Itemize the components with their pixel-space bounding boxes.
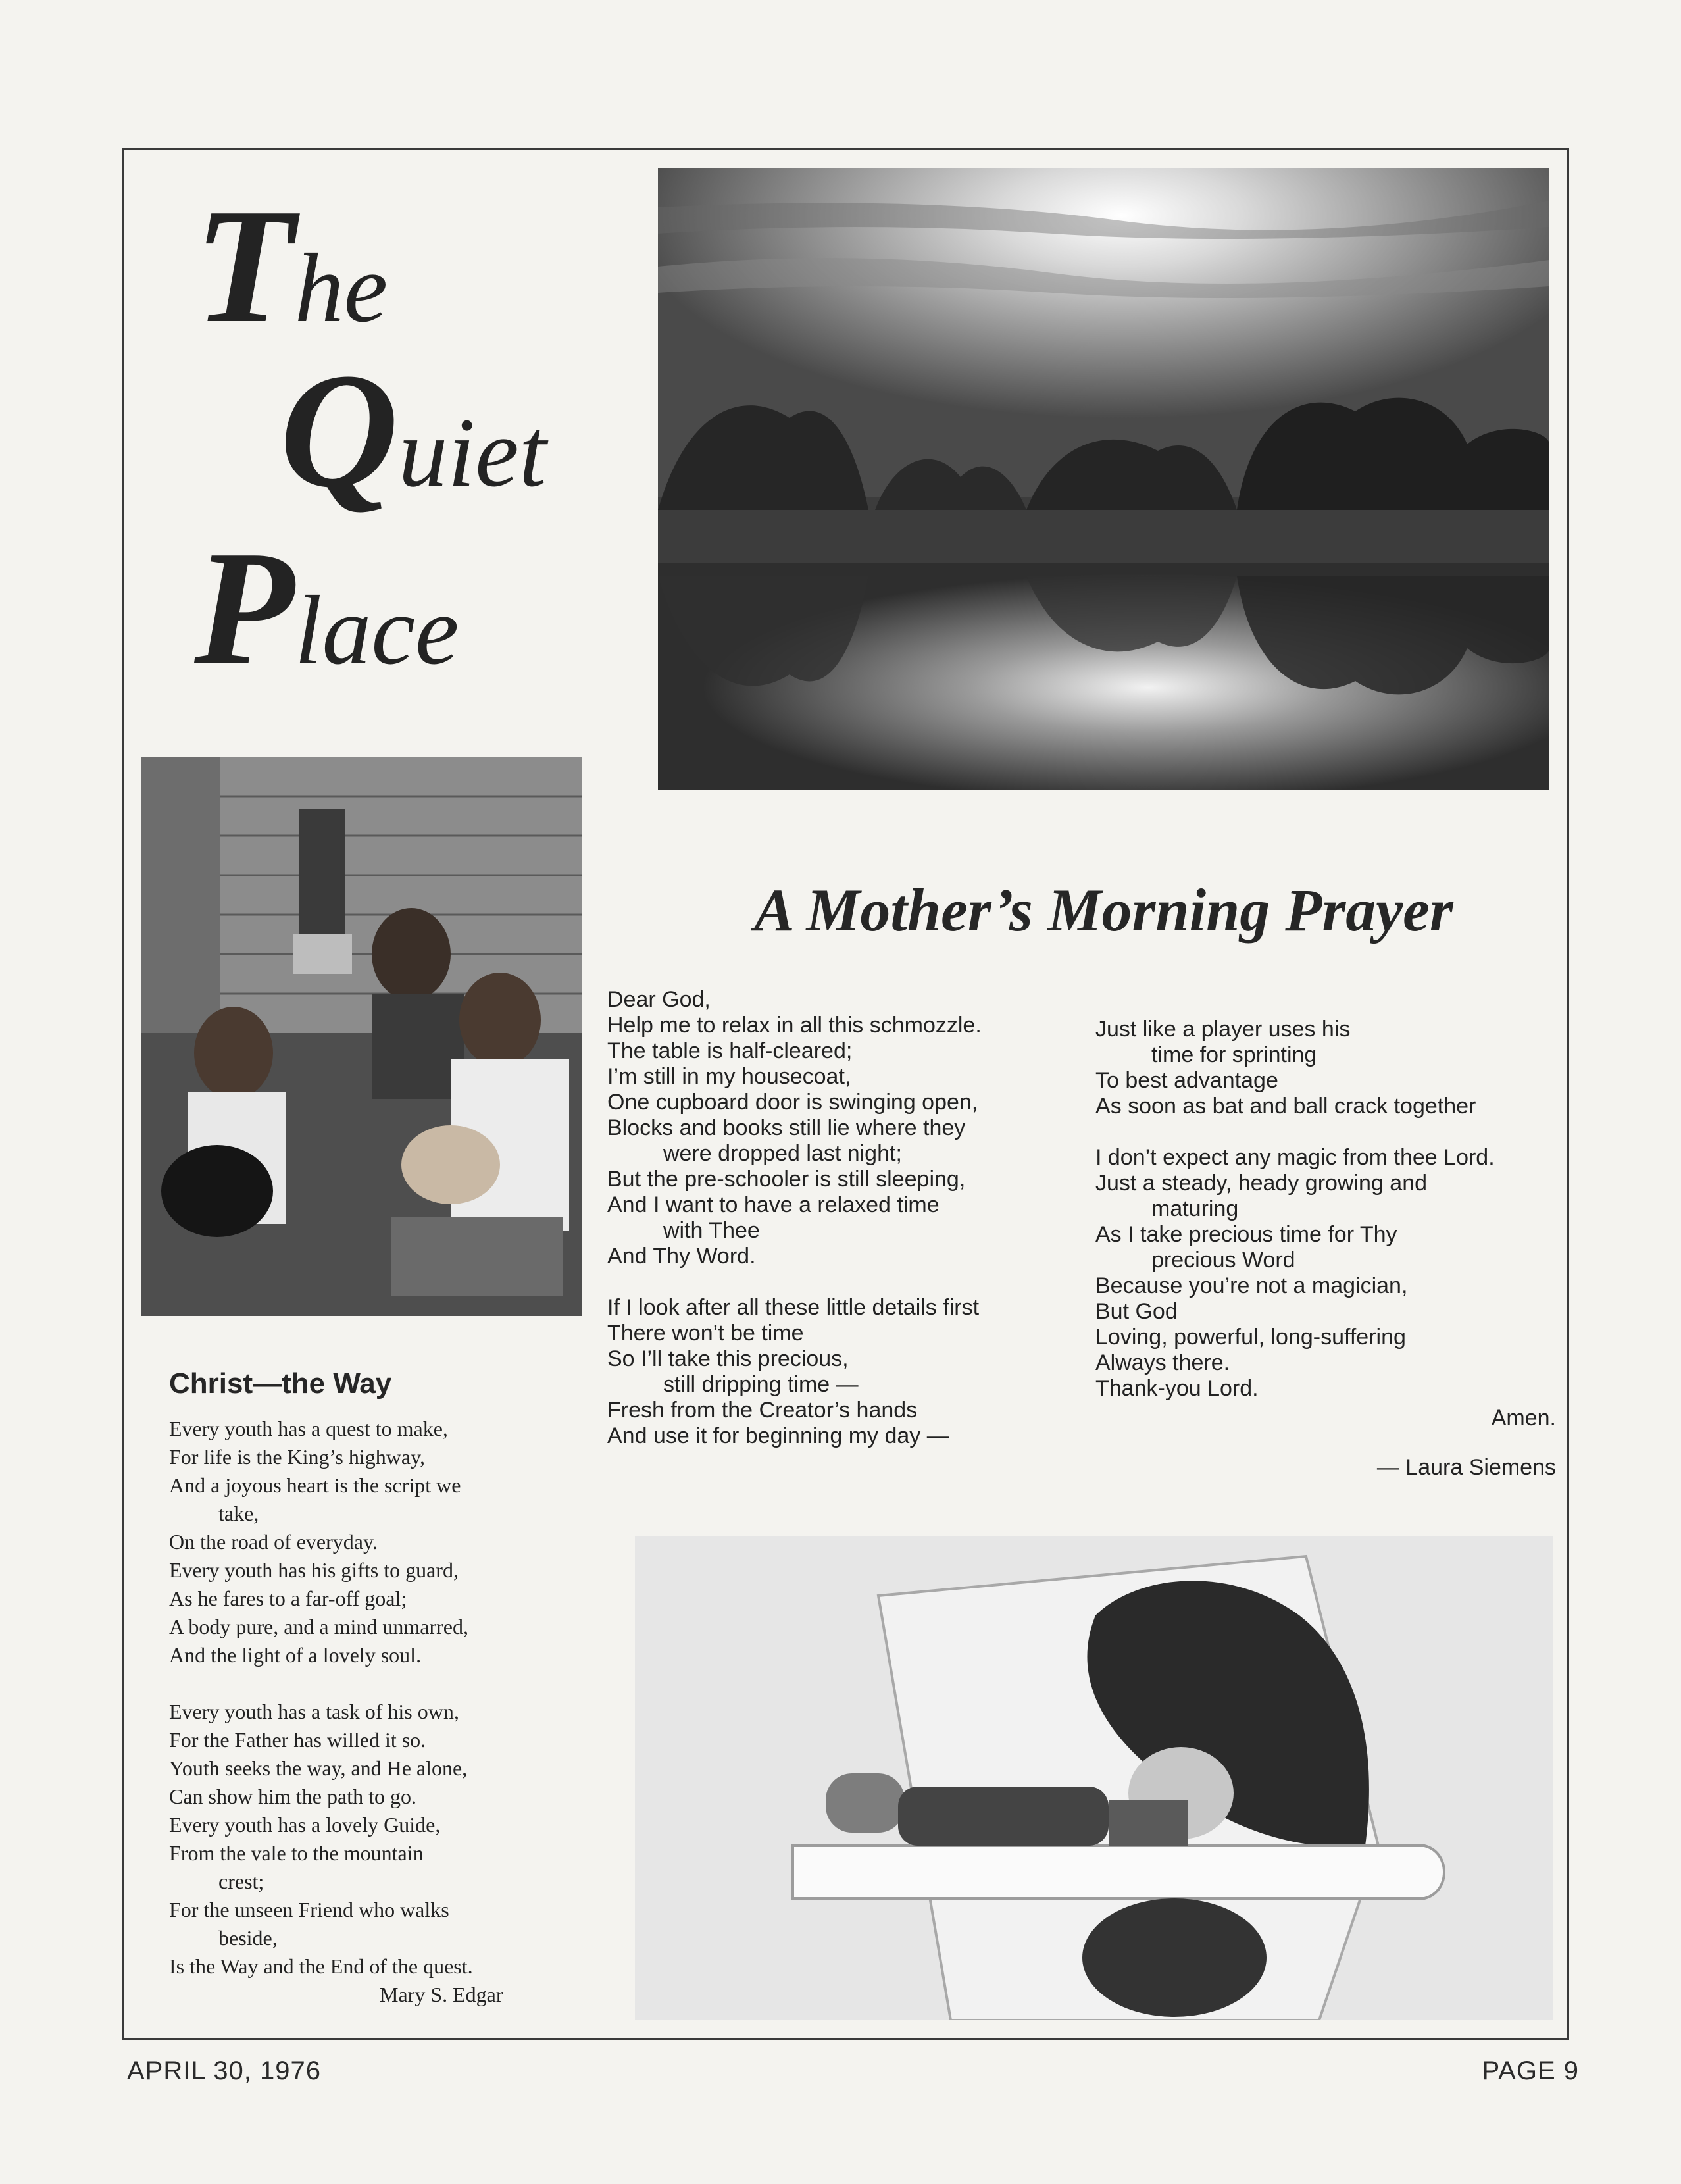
prayer-line: Just a steady, heady growing and [1095,1171,1428,1196]
prayer-line: But the pre-schooler is still sleeping, [607,1167,966,1192]
prayer-title: A Mother’s Morning Prayer [754,876,1453,944]
prayer-line: maturing [1151,1196,1239,1221]
poem-line: beside, [218,1926,278,1950]
poem-line: For life is the King’s highway, [169,1445,425,1469]
poem-line: For the Father has willed it so. [169,1728,426,1752]
poem-line: For the unseen Friend who walks [169,1898,449,1921]
masthead-initial: T [194,175,295,357]
sunset-lake-photo [658,168,1549,790]
poem-line: Every youth has a quest to make, [169,1417,448,1440]
masthead-title [188,175,609,699]
poem-line: On the road of everyday. [169,1530,378,1554]
prayer-line: Loving, powerful, long-suffering [1095,1325,1406,1350]
prayer-line: As soon as bat and ball crack together [1095,1094,1476,1119]
prayer-line: I’m still in my housecoat, [607,1064,851,1089]
prayer-line: And use it for beginning my day — [607,1423,949,1448]
prayer-amen: Amen. [1491,1406,1556,1431]
poem-line: A body pure, and a mind unmarred, [169,1615,468,1638]
stanza-break [607,1269,1081,1295]
masthead-rest: lace [294,576,459,685]
masthead-line-quiet [280,340,547,522]
masthead-rest: he [294,234,388,343]
prayer-line: And I want to have a relaxed time [607,1192,940,1217]
poem-line: Every youth has a lovely Guide, [169,1813,441,1837]
prayer-line: Just like a player uses his [1095,1017,1351,1042]
masthead-initial: Q [280,340,399,522]
prayer-line: precious Word [1151,1248,1295,1273]
poem-line: Can show him the path to go. [169,1785,416,1808]
prayer-line: If I look after all these little details first [607,1295,980,1320]
prayer-line: Because you’re not a magician, [1095,1273,1408,1298]
masthead-line-place [194,517,459,699]
poem-line: Youth seeks the way, and He alone, [169,1756,468,1780]
prayer-line: Help me to relax in all this schmozzle. [607,1013,982,1038]
prayer-author: — Laura Siemens [1376,1455,1556,1480]
stanza-break [169,1669,584,1698]
masthead-line-the [194,175,388,357]
poem-line: Is the Way and the End of the quest. [169,1954,473,1978]
prayer-line: There won’t be time [607,1321,804,1346]
prayer-line: time for sprinting [1151,1042,1317,1067]
poem-line: crest; [218,1869,264,1893]
poem-author: Mary S. Edgar [380,1983,503,2006]
stanza-break [1095,1119,1569,1145]
prayer-line: with Thee [663,1218,760,1243]
poem-title: Christ—the Way [169,1367,392,1400]
poem-line: And a joyous heart is the script we [169,1473,461,1497]
poem-line: take, [218,1502,259,1525]
masthead-rest: uiet [398,398,547,507]
prayer-line: Blocks and books still lie where they [607,1115,966,1140]
prayer-line: Thank-you Lord. [1095,1376,1259,1401]
prayer-column-2 [1095,1017,1569,1481]
children-with-pets-photo [141,757,582,1316]
baby-sleeping-highchair-photo [635,1536,1553,2020]
prayer-column-1 [607,987,1081,1449]
prayer-line: As I take precious time for Thy [1095,1222,1397,1247]
prayer-line: were dropped last night; [663,1141,902,1166]
prayer-line: One cupboard door is swinging open, [607,1090,978,1115]
prayer-line: Dear God, [607,987,711,1012]
prayer-line: I don’t expect any magic from thee Lord. [1095,1145,1495,1170]
prayer-line: The table is half-cleared; [607,1038,853,1063]
issue-date: APRIL 30, 1976 [127,2056,321,2085]
prayer-line: But God [1095,1299,1178,1324]
prayer-line: Always there. [1095,1350,1230,1375]
poem-line: Every youth has his gifts to guard, [169,1558,459,1582]
poem-line: As he fares to a far-off goal; [169,1587,407,1610]
poem-line: Every youth has a task of his own, [169,1700,459,1723]
masthead-initial: P [194,517,295,699]
prayer-line: And Thy Word. [607,1244,756,1269]
prayer-line: still dripping time — [663,1372,859,1397]
poem-christ-the-way [169,1415,584,2009]
prayer-line: Fresh from the Creator’s hands [607,1398,918,1423]
poem-line: And the light of a lovely soul. [169,1643,422,1667]
prayer-line: So I’ll take this precious, [607,1346,849,1371]
page-number: PAGE 9 [1482,2056,1579,2085]
prayer-line: To best advantage [1095,1068,1278,1093]
poem-line: From the vale to the mountain [169,1841,424,1865]
